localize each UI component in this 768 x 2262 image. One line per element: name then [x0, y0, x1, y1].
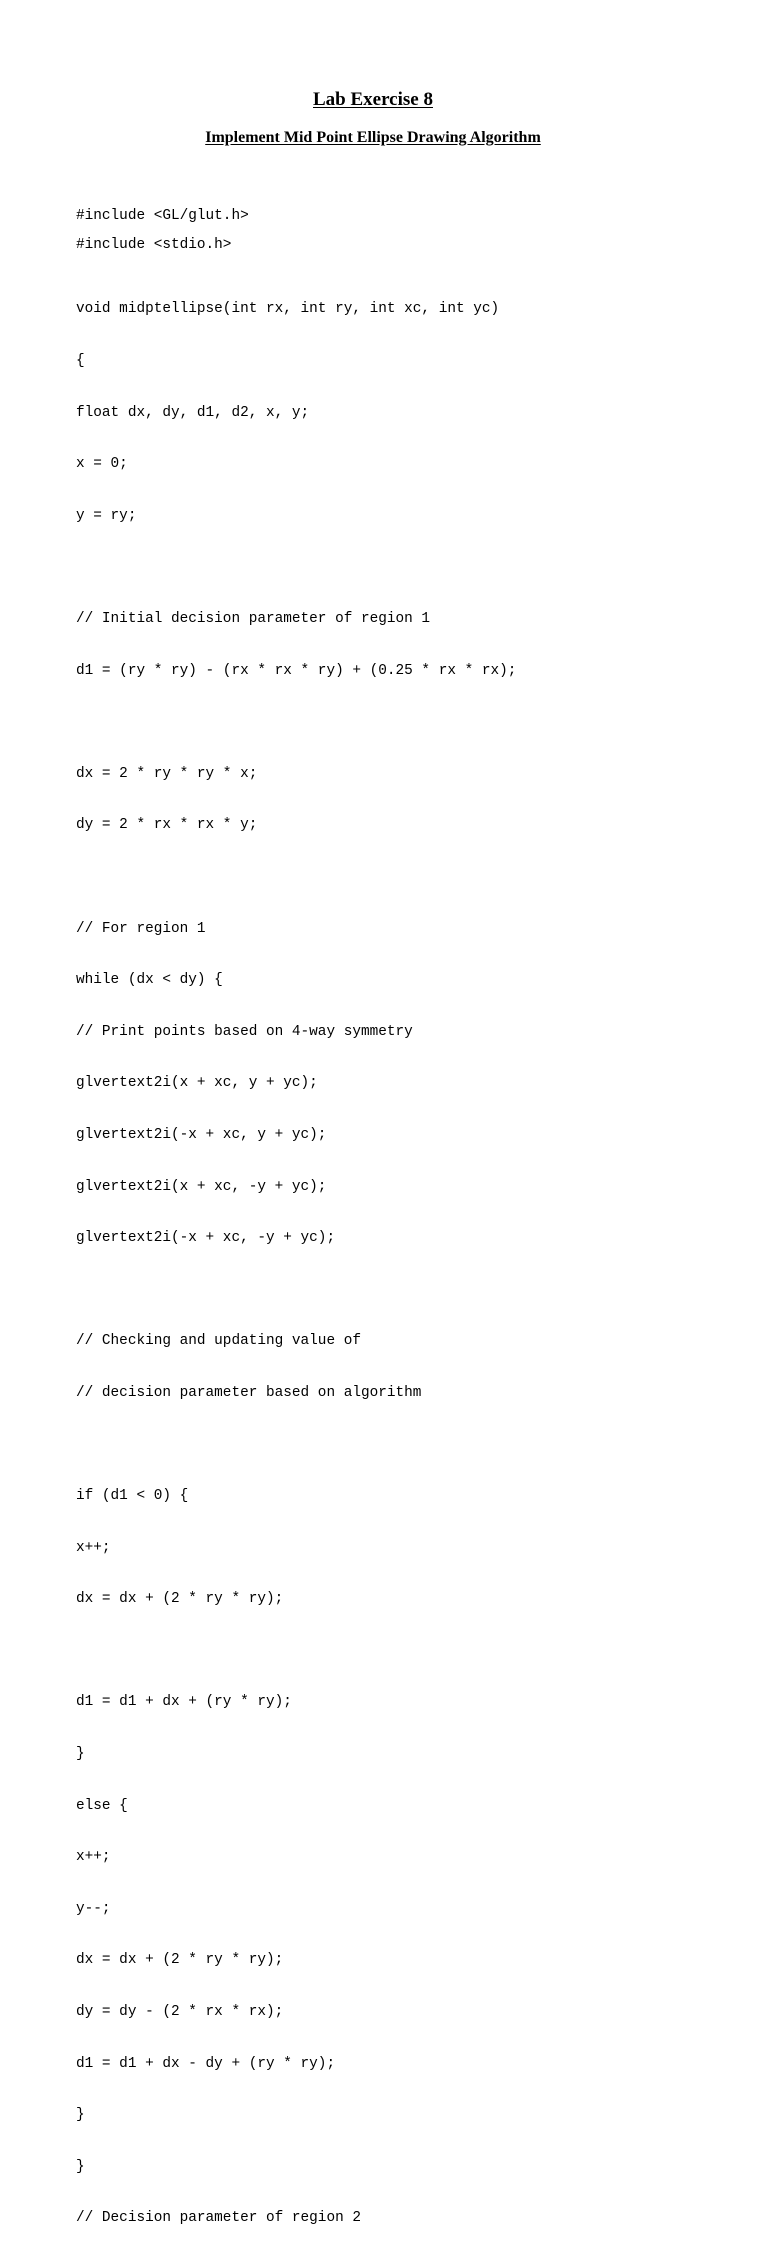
code-line: // Decision parameter of region 2 — [76, 2210, 361, 2227]
code-line: if (d1 < 0) { — [76, 1488, 189, 1505]
code-line: d1 = d1 + dx + (ry * ry); — [76, 1694, 292, 1711]
code-line: glvertext2i(-x + xc, -y + yc); — [76, 1230, 336, 1247]
code-line — [76, 1643, 736, 1660]
code-line: // Checking and updating value of — [76, 1333, 361, 1350]
code-line: void midptellipse(int rx, int ry, int xc, int yc) — [76, 301, 500, 318]
code-line: dx = dx + (2 * ry * ry); — [76, 1952, 284, 1969]
code-line: dx = dx + (2 * ry * ry); — [76, 1591, 284, 1608]
code-line: float dx, dy, d1, d2, x, y; — [76, 404, 310, 421]
page-subtitle-text: Implement Mid Point Ellipse Drawing Algorithm — [205, 129, 541, 146]
code-line: } — [76, 2158, 85, 2175]
code-line: dx = 2 * ry * ry * x; — [76, 765, 258, 782]
code-line: } — [76, 1746, 85, 1763]
code-line: x++; — [76, 1849, 111, 1866]
code-include-gl: #include <GL/glut.h> — [76, 208, 249, 224]
code-line: y = ry; — [76, 507, 137, 524]
code-line: x++; — [76, 1539, 111, 1556]
code-line: } — [76, 2107, 85, 2124]
code-line — [76, 559, 736, 576]
code-line: d1 = d1 + dx - dy + (ry * ry); — [76, 2055, 336, 2072]
code-line: d1 = (ry * ry) - (rx * rx * ry) + (0.25 * rx * rx); — [76, 662, 517, 679]
code-line: else { — [76, 1797, 128, 1814]
code-line: dy = dy - (2 * rx * rx); — [76, 2004, 284, 2020]
page-title — [0, 88, 746, 112]
code-line — [76, 1436, 736, 1453]
code-line: x = 0; — [76, 456, 128, 473]
code-line: // decision parameter based on algorithm — [76, 1384, 422, 1401]
page-title-text: Lab Exercise 8 — [313, 89, 433, 110]
code-line: // Print points based on 4-way symmetry — [76, 1023, 413, 1040]
code-line: { — [76, 353, 85, 369]
code-block — [76, 267, 736, 2262]
code-include-stdio: #include <stdio.h> — [76, 237, 232, 253]
page-subtitle — [0, 127, 746, 149]
code-line: dy = 2 * rx * rx * y; — [76, 817, 258, 834]
code-line: // Initial decision parameter of region 1 — [76, 610, 431, 627]
code-line: while (dx < dy) { — [76, 972, 223, 989]
code-line — [76, 1282, 736, 1299]
code-line: glvertext2i(x + xc, -y + yc); — [76, 1178, 327, 1195]
code-line — [76, 714, 736, 731]
code-line — [76, 869, 736, 886]
code-line: // For region 1 — [76, 920, 206, 937]
code-line: y--; — [76, 1900, 111, 1917]
code-line: glvertext2i(-x + xc, y + yc); — [76, 1126, 327, 1143]
code-line: glvertext2i(x + xc, y + yc); — [76, 1075, 318, 1092]
